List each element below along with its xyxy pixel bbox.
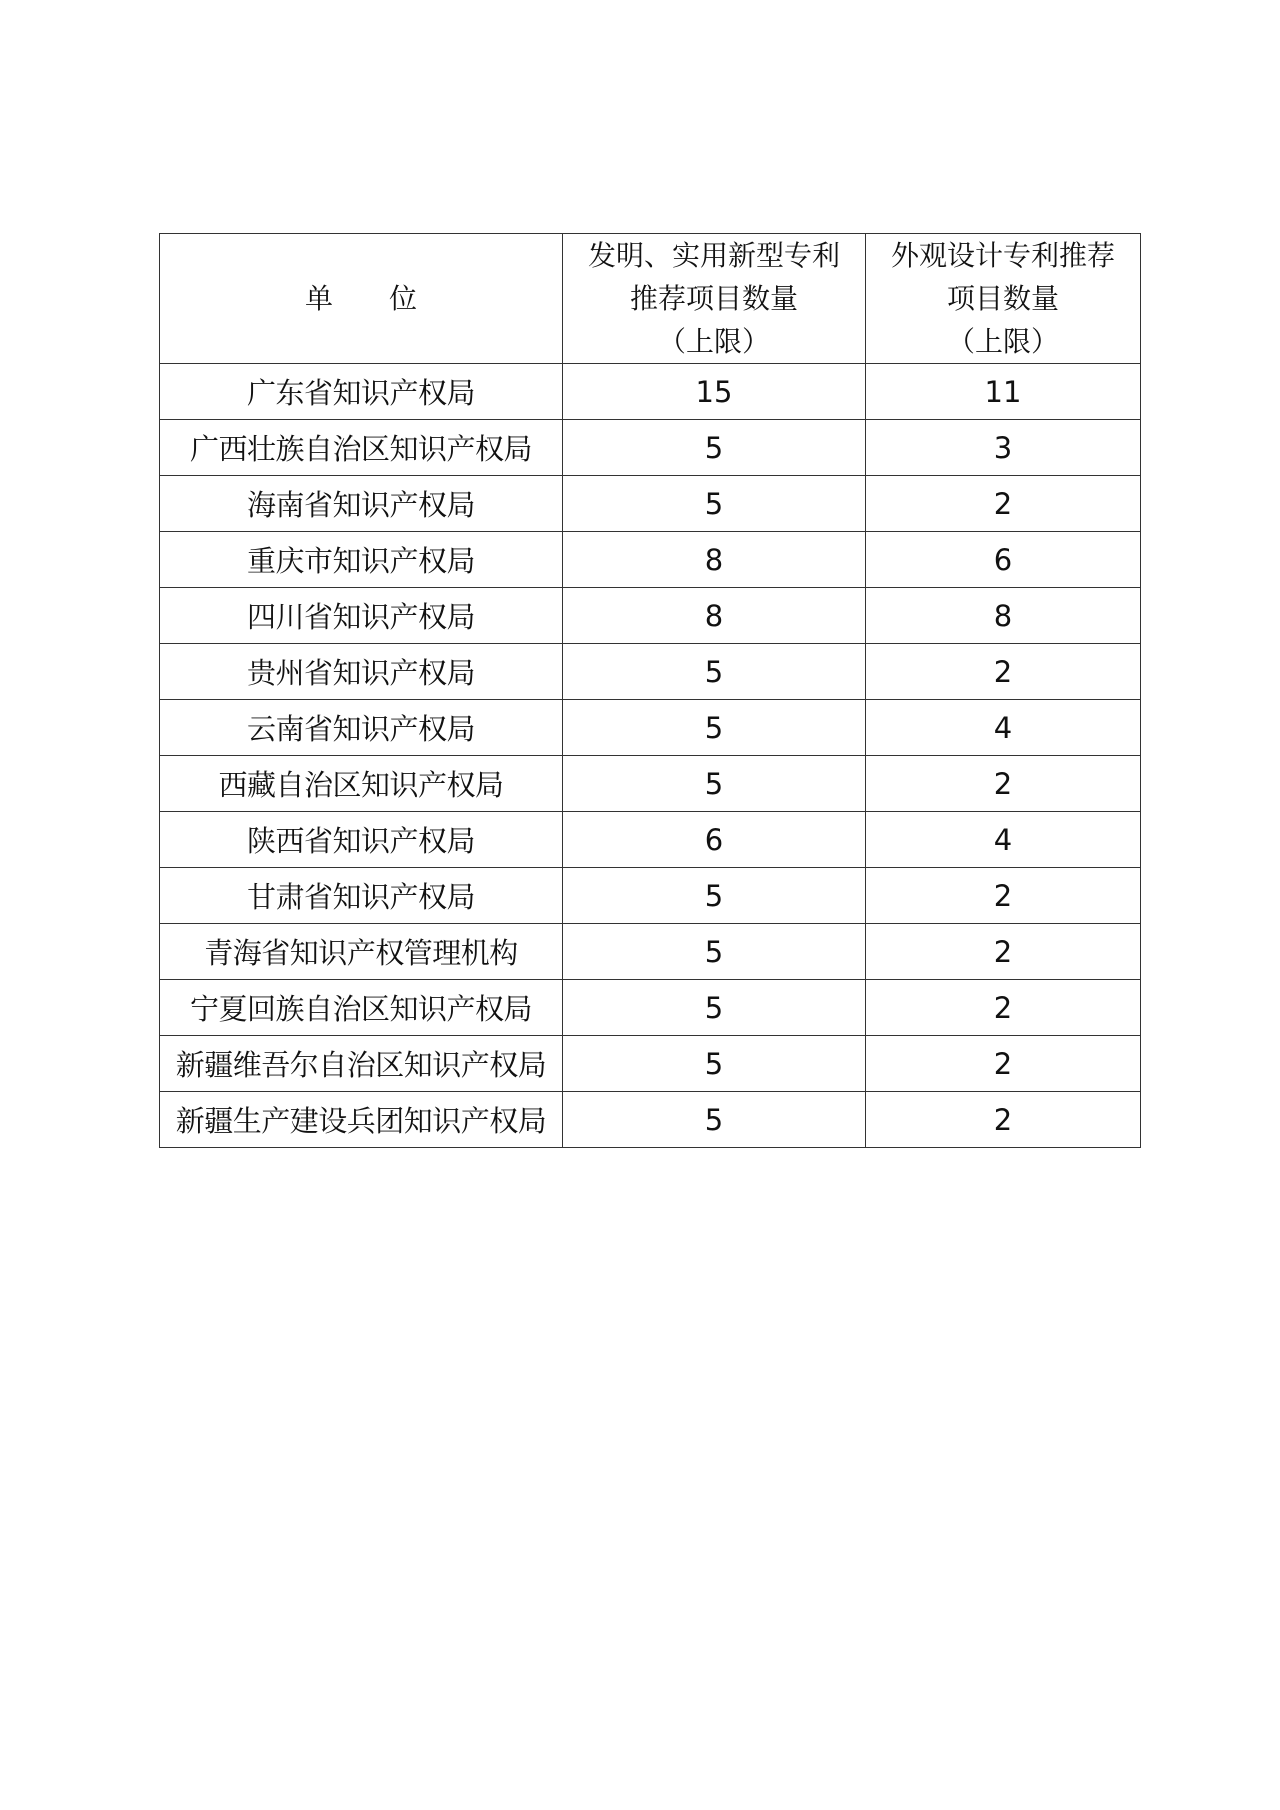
invention-quota-cell: 5: [563, 700, 866, 756]
table-header: [160, 234, 1141, 364]
invention-quota-cell: 5: [563, 924, 866, 980]
unit-cell: 陕西省知识产权局: [160, 812, 563, 868]
unit-cell: 新疆生产建设兵团知识产权局: [160, 1092, 563, 1148]
invention-quota-cell: 6: [563, 812, 866, 868]
invention-quota-cell: 8: [563, 532, 866, 588]
invention-quota-cell: 8: [563, 588, 866, 644]
invention-quota-cell: 15: [563, 364, 866, 420]
design-quota-cell: 2: [866, 476, 1141, 532]
design-quota-cell: 11: [866, 364, 1141, 420]
unit-column-header: 单 位: [160, 234, 563, 364]
design-quota-cell: 2: [866, 1092, 1141, 1148]
quota-table: [159, 233, 1141, 1148]
invention-quota-cell: 5: [563, 1092, 866, 1148]
design-quota-cell: 2: [866, 980, 1141, 1036]
design-quota-cell: 4: [866, 700, 1141, 756]
unit-cell: 广西壮族自治区知识产权局: [160, 420, 563, 476]
header-row: [160, 234, 1141, 364]
invention-header-line-1: 发明、实用新型专利: [587, 239, 840, 272]
table-row: [160, 1092, 1141, 1148]
invention-quota-cell: 5: [563, 868, 866, 924]
design-header-line-1: 外观设计专利推荐: [890, 239, 1115, 272]
table-row: [160, 420, 1141, 476]
invention-header-line-3: （上限）: [657, 325, 770, 358]
invention-quota-cell: 5: [563, 980, 866, 1036]
table-row: [160, 980, 1141, 1036]
table-row: [160, 364, 1141, 420]
invention-quota-cell: 5: [563, 476, 866, 532]
design-quota-cell: 2: [866, 644, 1141, 700]
unit-cell: 贵州省知识产权局: [160, 644, 563, 700]
table-row: [160, 700, 1141, 756]
unit-cell: 西藏自治区知识产权局: [160, 756, 563, 812]
invention-quota-cell: 5: [563, 420, 866, 476]
table-row: [160, 924, 1141, 980]
invention-quota-cell: 5: [563, 644, 866, 700]
unit-cell: 海南省知识产权局: [160, 476, 563, 532]
design-quota-cell: 4: [866, 812, 1141, 868]
unit-cell: 广东省知识产权局: [160, 364, 563, 420]
unit-cell: 甘肃省知识产权局: [160, 868, 563, 924]
unit-cell: 宁夏回族自治区知识产权局: [160, 980, 563, 1036]
design-quota-cell: 6: [866, 532, 1141, 588]
invention-header-line-2: 推荐项目数量: [629, 282, 798, 315]
unit-cell: 云南省知识产权局: [160, 700, 563, 756]
invention-quota-cell: 5: [563, 756, 866, 812]
design-quota-cell: 2: [866, 1036, 1141, 1092]
unit-cell: 青海省知识产权管理机构: [160, 924, 563, 980]
table-row: [160, 812, 1141, 868]
unit-cell: 新疆维吾尔自治区知识产权局: [160, 1036, 563, 1092]
design-quota-cell: 8: [866, 588, 1141, 644]
table-body: [160, 364, 1141, 1148]
design-column-header: [866, 234, 1141, 364]
invention-quota-cell: 5: [563, 1036, 866, 1092]
design-quota-cell: 3: [866, 420, 1141, 476]
unit-cell: 四川省知识产权局: [160, 588, 563, 644]
table-row: [160, 588, 1141, 644]
table-row: [160, 756, 1141, 812]
design-header-line-3: （上限）: [946, 325, 1059, 358]
unit-cell: 重庆市知识产权局: [160, 532, 563, 588]
table-row: [160, 476, 1141, 532]
design-header-line-2: 项目数量: [946, 282, 1059, 315]
table-row: [160, 1036, 1141, 1092]
table-row: [160, 532, 1141, 588]
invention-column-header: [563, 234, 866, 364]
design-quota-cell: 2: [866, 756, 1141, 812]
design-quota-cell: 2: [866, 924, 1141, 980]
table-row: [160, 868, 1141, 924]
design-quota-cell: 2: [866, 868, 1141, 924]
table-row: [160, 644, 1141, 700]
